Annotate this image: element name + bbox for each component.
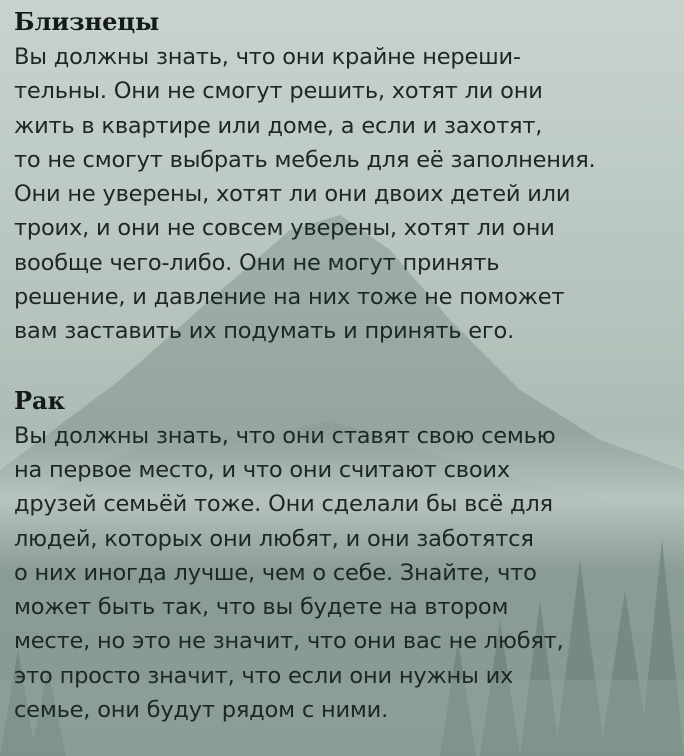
text-line: людей, которых они любят, и они заботятся [14, 525, 534, 552]
horoscope-text [14, 6, 678, 727]
text-line: месте, но это не значит, что они вас не любят, [14, 628, 564, 655]
text-line: может быть так, что вы будете на втором [14, 594, 509, 621]
section-heading: Рак [14, 385, 65, 415]
section-heading: Близнецы [14, 7, 160, 36]
text-line: друзей семьёй тоже. Они сделали бы всё для [14, 491, 553, 518]
text-line: о них иногда лучше, чем о себе. Знайте, что [14, 559, 537, 586]
text-line: троих, и они не совсем уверены, хотят ли они [14, 215, 555, 242]
text-line: Они не уверены, хотят ли они двоих детей или [14, 181, 571, 208]
text-line: Вы должны знать, что они ставят свою семью [14, 422, 556, 449]
text-line: тельны. Они не смогут решить, хотят ли они [14, 78, 543, 105]
text-line: то не смогут выбрать мебель для её заполнения. [14, 146, 596, 173]
text-line: на первое место, и что они считают своих [14, 456, 510, 483]
text-line: вообще чего-либо. Они не могут принять [14, 249, 500, 276]
text-line: вам заставить их подумать и принять его. [14, 318, 515, 345]
text-line: семье, они будут рядом с ними. [14, 697, 389, 724]
text-line: решение, и давление на них тоже не поможет [14, 284, 565, 311]
text-line: это просто значит, что если они нужны их [14, 662, 514, 689]
section-cancer [14, 385, 678, 728]
text-line: Вы должны знать, что они крайне нереши- [14, 44, 521, 70]
text-line: жить в квартире или доме, а если и захотят, [14, 112, 543, 139]
section-gemini [14, 6, 678, 349]
